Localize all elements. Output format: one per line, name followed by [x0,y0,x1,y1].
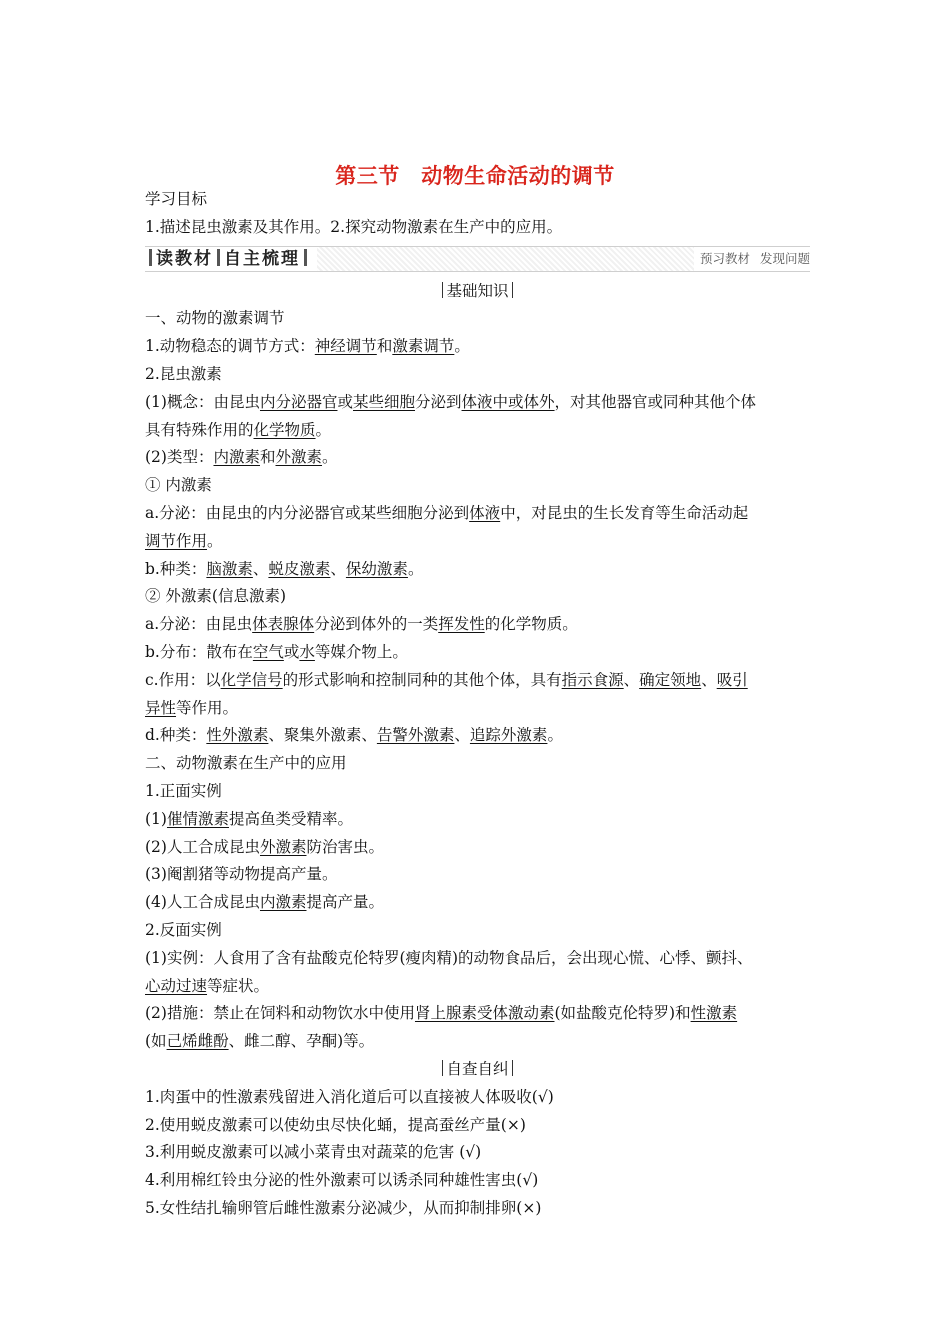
text-line: (1)实例：人食用了含有盐酸克伦特罗(瘦肉精)的动物食品后，会出现心慌、心悸、颤抖、 [145,948,753,967]
text-line: 2.反面实例 [145,920,222,939]
check-item: 1.肉蛋中的性激素残留进入消化道后可以直接被人体吸收(√) [145,1087,554,1106]
text-line: a.分泌：由昆虫的内分泌器官或某些细胞分泌到体液中，对昆虫的生长发育等生命活动起 [145,503,749,522]
text-line: 1.正面实例 [145,781,222,800]
text-line: 1.动物稳态的调节方式：神经调节和激素调节。 [145,337,470,356]
banner-divider [217,249,220,266]
answer-blank: 水 [299,642,315,661]
answer-blank: 内激素 [259,893,307,912]
answer-blank: 指示食源 [561,670,624,689]
text-line: 异性等作用。 [145,698,239,717]
text-line: (2)人工合成昆虫外激素防治害虫。 [145,837,384,856]
answer-blank: 蜕皮激素 [268,559,331,578]
banner-divider [149,249,152,266]
answer-blank: 化学信号 [220,670,283,689]
text-line: a.分泌：由昆虫体表腺体分泌到体外的一类挥发性的化学物质。 [145,615,578,634]
answer-blank: 外激素 [275,448,323,467]
check-item: 2.使用蜕皮激素可以使幼虫尽快化蛹，提高蚕丝产量(×) [145,1115,526,1134]
answer-blank: 空气 [252,642,284,661]
text-line: (如己烯雌酚、雌二醇、孕酮)等。 [145,1032,375,1051]
text-line: 具有特殊作用的化学物质。 [145,420,332,439]
text-line: d.种类：性外激素、聚集外激素、告警外激素、追踪外激素。 [145,726,563,745]
text-line: (2)类型：内激素和外激素。 [145,448,338,467]
answer-blank: 告警外激素 [376,726,455,745]
document-body [145,186,810,1223]
text-line: 2.昆虫激素 [145,364,222,383]
text-line: b.分布：散布在空气或水等媒介物上。 [145,642,408,661]
answer-blank: 催情激素 [166,809,229,828]
answer-blank: 己烯雌酚 [166,1032,229,1051]
answer-blank: 吸引 [716,670,748,689]
banner-divider [304,249,307,266]
answer-blank: 内激素 [213,448,260,467]
section-banner [145,246,810,272]
answer-blank: 外激素 [259,837,307,856]
check-item: 3.利用蜕皮激素可以减小菜青虫对蔬菜的危害 (√) [145,1143,482,1162]
banner-tag-preview: 预习教材 [699,250,750,266]
banner-title-sort: 自主梳理 [224,248,300,269]
answer-blank: 性外激素 [206,726,269,745]
banner-tag-discover: 发现问题 [759,250,810,266]
objectives-text: 1.描述昆虫激素及其作用。2.探究动物激素在生产中的应用。 [145,217,563,236]
answer-blank: 神经调节 [314,337,377,356]
answer-blank: 某些细胞 [353,392,416,411]
basic-knowledge-heading: 基础知识 [145,278,810,306]
check-item: 4.利用棉红铃虫分泌的性外激素可以诱杀同种雄性害虫(√) [145,1171,539,1190]
text-line: 一、动物的激素调节 [145,309,285,328]
answer-blank: 异性 [145,698,177,717]
answer-blank: 心动过速 [145,976,208,995]
text-line: (1)概念：由昆虫内分泌器官或某些细胞分泌到体液中或体外，对其他器官或同种其他个体 [145,392,757,411]
page-title: 第三节 动物生命活动的调节 [335,164,615,188]
answer-blank: 化学物质 [253,420,316,439]
text-line: 二、动物激素在生产中的应用 [145,754,347,773]
answer-blank: 挥发性 [438,615,485,634]
objectives-heading: 学习目标 [145,190,208,208]
answer-blank: 内分泌器官 [259,392,338,411]
check-item: 5.女性结扎输卵管后雌性激素分泌减少，从而抑制排卵(×) [145,1198,542,1217]
self-check-heading: 自查自纠 [145,1056,810,1084]
banner-title-read: 读教材 [156,248,213,269]
text-line: (1)催情激素提高鱼类受精率。 [145,809,353,828]
text-line: 心动过速等症状。 [145,976,270,995]
answer-blank: 体表腺体 [252,615,315,634]
answer-blank: 体液 [469,503,501,522]
answer-blank: 确定领地 [639,670,702,689]
answer-blank: 激素调节 [392,337,455,356]
text-line: 调节作用。 [145,531,223,550]
answer-blank: 追踪外激素 [469,726,548,745]
answer-blank: 保幼激素 [345,559,408,578]
answer-blank: 脑激素 [206,559,253,578]
text-line: (2)措施：禁止在饲料和动物饮水中使用肾上腺素受体激动素(如盐酸克伦特罗)和性激素 [145,1004,738,1023]
text-line: (4)人工合成昆虫内激素提高产量。 [145,893,384,912]
answer-blank: 体液中或体外 [461,392,555,411]
text-line: (3)阉割猪等动物提高产量。 [145,865,338,884]
text-line: ② 外激素(信息激素) [145,587,287,606]
text-line: ① 内激素 [145,476,212,495]
answer-blank: 调节作用 [145,531,208,550]
answer-blank: 肾上腺素受体激动素 [414,1004,555,1023]
text-line: b.种类：脑激素、蜕皮激素、保幼激素。 [145,559,424,578]
answer-blank: 性激素 [690,1004,738,1023]
text-line: c.作用：以化学信号的形式影响和控制同种的其他个体，具有指示食源、确定领地、吸引 [145,670,748,689]
